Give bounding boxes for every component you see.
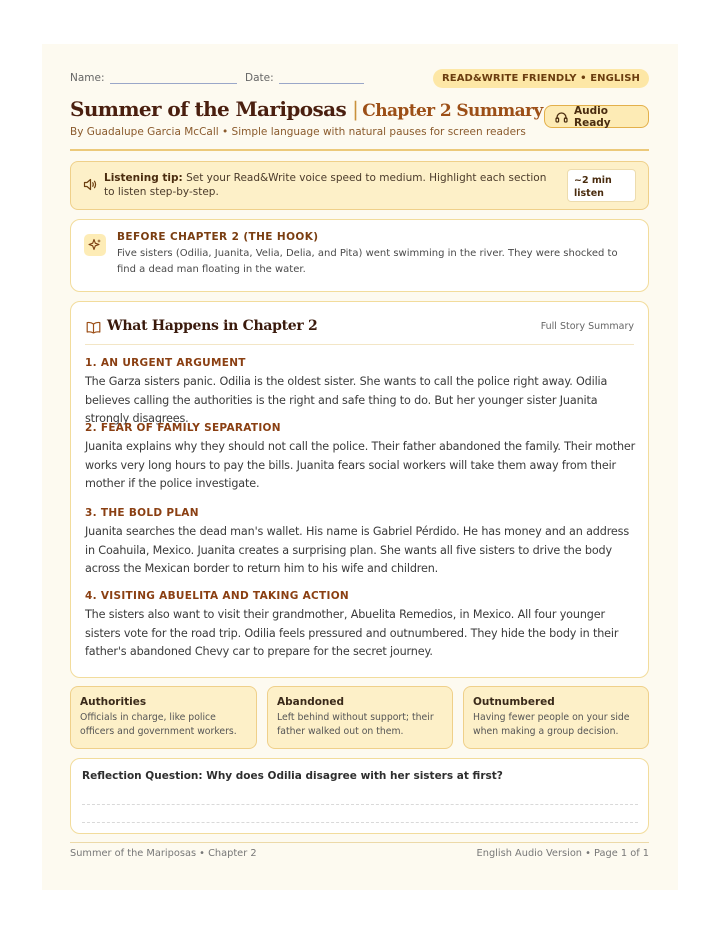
read-write-badge: READ&WRITE FRIENDLY • ENGLISH: [433, 69, 649, 88]
section-body: Juanita explains why they should not call the police. Their father abandoned the family. Their mother works very long hours to pay the bills. Juanita fears social workers will take them away from their mother if the police investigate.: [85, 440, 636, 491]
vocab-term: Outnumbered: [473, 696, 555, 708]
hook-text: Five sisters (Odilia, Juanita, Velia, Delia, and Pita) went swimming in the river. They were shocked to find a dead man floating in the water.: [117, 248, 618, 275]
footer-divider: [70, 842, 649, 843]
section-heading: 3. THE BOLD PLAN: [85, 507, 199, 519]
chapter-subtitle: Chapter 2 Summary: [362, 101, 543, 121]
footer-left: Summer of the Mariposas • Chapter 2: [70, 848, 257, 859]
vocab-card-abandoned: [267, 686, 453, 749]
reflection-card: [70, 758, 649, 834]
date-field[interactable]: [245, 72, 364, 84]
section-body: The Garza sisters panic. Odilia is the oldest sister. She wants to call the police right away. Odilia believes calling the authorities is the right and safe thing to do. But her younger sister Juanita strongly disagrees.: [85, 375, 608, 426]
open-book-icon: [86, 321, 101, 334]
vocab-card-outnumbered: [463, 686, 649, 749]
hook-card: [70, 219, 649, 292]
headphones-icon: [555, 111, 568, 123]
date-line: [279, 83, 364, 84]
listen-time-value: ~2 min: [574, 175, 612, 186]
header-divider: [70, 149, 649, 151]
vocab-card-authorities: [70, 686, 257, 749]
date-label: Date:: [245, 72, 274, 84]
listening-tip-label: Listening tip:: [104, 172, 183, 184]
full-story-summary-label: Full Story Summary: [540, 321, 634, 332]
footer-right: English Audio Version • Page 1 of 1: [476, 848, 649, 859]
reflection-question: Reflection Question: Why does Odilia disagree with her sisters at first?: [82, 770, 503, 782]
vocab-definition: Officials in charge, like police officers and government workers.: [80, 712, 237, 737]
audio-ready-button[interactable]: [544, 105, 649, 128]
vocab-term: Abandoned: [277, 696, 345, 708]
name-line: [110, 83, 237, 84]
chapter-summary-card: [70, 301, 649, 678]
listening-tip: [70, 161, 649, 210]
speaker-icon: [83, 178, 98, 191]
listen-time-box: [567, 169, 636, 202]
title-separator: |: [352, 97, 359, 121]
answer-line[interactable]: [82, 822, 638, 823]
section-heading: 1. AN URGENT ARGUMENT: [85, 357, 246, 369]
listening-tip-body: Set your Read&Write voice speed to medium. Highlight each section to listen step-by-step.: [104, 172, 547, 198]
byline: By Guadalupe Garcia McCall • Simple language with natural pauses for screen readers: [70, 126, 526, 138]
section-heading: 2. FEAR OF FAMILY SEPARATION: [85, 422, 281, 434]
summary-title: What Happens in Chapter 2: [107, 318, 318, 334]
vocab-definition: Having fewer people on your side when making a group decision.: [473, 712, 630, 737]
section-body: Juanita searches the dead man's wallet. His name is Gabriel Pérdido. He has money and an address in Coahuila, Mexico. Juanita creates a surprising plan. She wants all five sisters to drive the body across the Mexican border to return him to his wife and children.: [85, 525, 629, 576]
page-title: [70, 97, 543, 121]
listening-tip-text: [104, 171, 554, 199]
listen-time-unit: listen: [574, 188, 604, 199]
name-field[interactable]: [70, 72, 237, 84]
section-heading: 4. VISITING ABUELITA AND TAKING ACTION: [85, 590, 350, 602]
summary-divider: [85, 344, 634, 345]
answer-line[interactable]: [82, 804, 638, 805]
hook-title: BEFORE CHAPTER 2 (THE HOOK): [117, 231, 319, 243]
sparkle-icon: [84, 234, 106, 256]
name-label: Name:: [70, 72, 105, 84]
vocab-term: Authorities: [80, 696, 147, 708]
audio-ready-label: Audio Ready: [574, 104, 611, 129]
vocab-definition: Left behind without support; their father walked out on them.: [277, 712, 434, 737]
book-title: Summer of the Mariposas: [70, 97, 347, 121]
section-body: The sisters also want to visit their grandmother, Abuelita Remedios, in Mexico. All four younger sisters vote for the road trip. Odilia feels pressured and outnumbered. They hide the body in their father's abandoned Chevy car to prepare for the secret journey.: [85, 608, 619, 659]
